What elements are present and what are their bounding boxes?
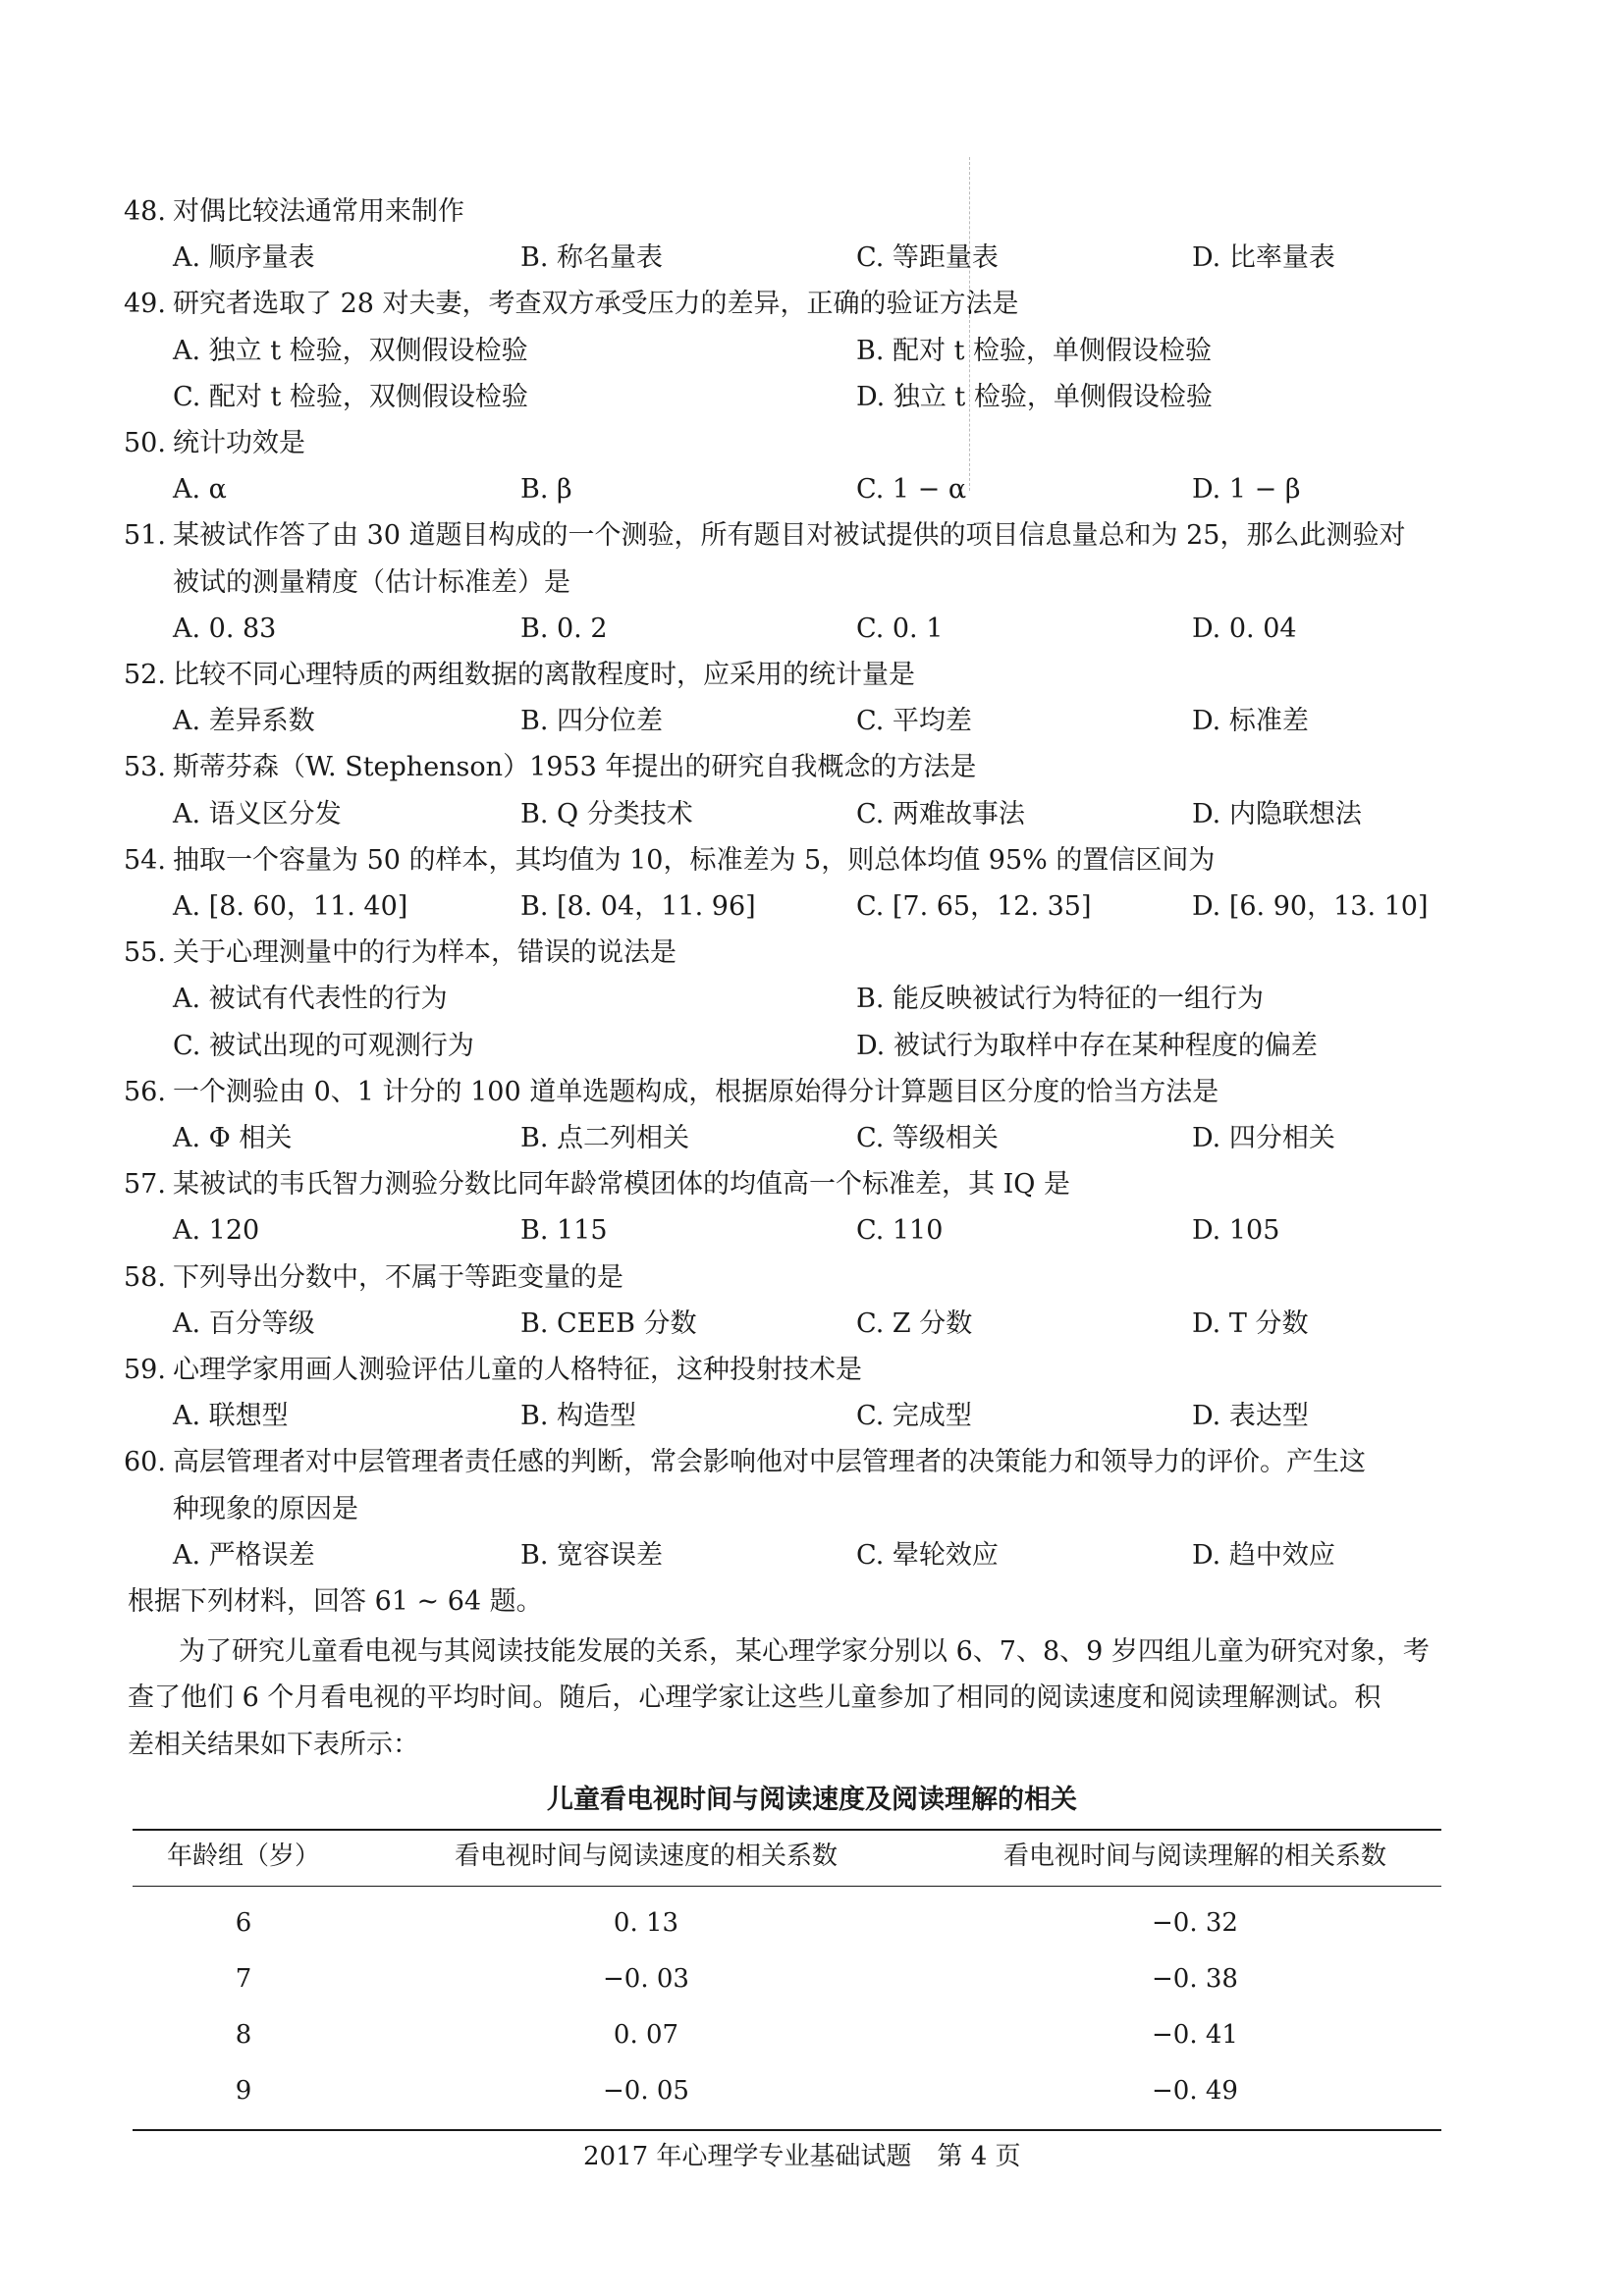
question-stem: 某被试作答了由 30 道题目构成的一个测验，所有题目对被试提供的项目信息量总和为 25，那么此测验对: [173, 520, 1406, 552]
table-bottom-rule: [133, 2129, 1441, 2131]
question-number: 60.: [124, 1447, 166, 1478]
answer-option: C. 配对 t 检验，双侧假设检验: [173, 381, 528, 412]
question-number: 51.: [124, 520, 166, 552]
table-cell: 0. 07: [613, 2019, 679, 2050]
table-cell: 7: [235, 1963, 252, 1994]
table-top-rule: [133, 1829, 1441, 1831]
table-header-cell: 看电视时间与阅读理解的相关系数: [1002, 1841, 1386, 1871]
answer-option: A. 0. 83: [173, 613, 277, 644]
answer-option: D. 0. 04: [1192, 613, 1297, 644]
question-number: 54.: [124, 844, 166, 876]
material-paragraph-line: 查了他们 6 个月看电视的平均时间。随后，心理学家让这些儿童参加了相同的阅读速度和阅读理解测试。积: [128, 1682, 1381, 1714]
question-stem: 关于心理测量中的行为样本，错误的说法是: [173, 937, 677, 969]
question-number: 53.: [124, 752, 166, 783]
question-number: 52.: [124, 660, 166, 690]
answer-option: D. 独立 t 检验，单侧假设检验: [856, 381, 1213, 412]
question-stem: 一个测验由 0、1 计分的 100 道单选题构成，根据原始得分计算题目区分度的恰当方法是: [173, 1076, 1219, 1107]
answer-option: A. 百分等级: [173, 1308, 315, 1339]
answer-option: C. 被试出现的可观测行为: [173, 1030, 474, 1061]
answer-option: D. 标准差: [1192, 706, 1309, 737]
table-cell: −0. 03: [603, 1963, 689, 1994]
question-number: 59.: [124, 1355, 166, 1385]
answer-option: D. [6. 90，13. 10]: [1192, 891, 1429, 922]
answer-option: A. 语义区分发: [173, 798, 342, 829]
answer-option: D. 1 − β: [1192, 474, 1301, 506]
answer-option: B. 点二列相关: [520, 1123, 690, 1153]
answer-option: B. Q 分类技术: [520, 798, 693, 829]
answer-option: D. 四分相关: [1192, 1123, 1335, 1153]
table-cell: 9: [235, 2075, 252, 2106]
question-stem: 比较不同心理特质的两组数据的离散程度时，应采用的统计量是: [173, 660, 915, 690]
answer-option: A. Φ 相关: [173, 1123, 293, 1153]
table-caption: 儿童看电视时间与阅读速度及阅读理解的相关: [547, 1784, 1077, 1815]
answer-option: B. 能反映被试行为特征的一组行为: [856, 984, 1265, 1015]
table-cell: −0. 49: [1152, 2075, 1238, 2106]
answer-option: B. CEEB 分数: [520, 1308, 697, 1339]
question-number: 55.: [124, 937, 166, 969]
answer-option: A. 120: [173, 1215, 260, 1247]
table-cell: 6: [235, 1907, 252, 1938]
answer-option: A. 差异系数: [173, 706, 315, 737]
answer-option: B. 0. 2: [520, 613, 608, 644]
answer-option: C. 等距量表: [856, 242, 999, 274]
answer-option: A. 独立 t 检验，双侧假设检验: [173, 335, 528, 366]
answer-option: C. 两难故事法: [856, 798, 1025, 829]
answer-option: A. 严格误差: [173, 1539, 315, 1571]
answer-option: D. 表达型: [1192, 1401, 1309, 1432]
answer-option: C. [7. 65，12. 35]: [856, 891, 1092, 922]
table-cell: −0. 05: [603, 2075, 689, 2106]
answer-option: C. Z 分数: [856, 1308, 973, 1339]
answer-option: B. β: [520, 474, 572, 506]
question-stem: 抽取一个容量为 50 的样本，其均值为 10，标准差为 5，则总体均值 95% 的置信区间为: [173, 844, 1216, 876]
question-number: 50.: [124, 428, 166, 458]
answer-option: D. 趋中效应: [1192, 1539, 1335, 1571]
answer-option: B. 配对 t 检验，单侧假设检验: [856, 335, 1213, 366]
table-header-cell: 看电视时间与阅读速度的相关系数: [454, 1841, 838, 1871]
answer-option: B. 四分位差: [520, 706, 664, 737]
answer-option: A. 联想型: [173, 1401, 289, 1432]
question-stem: 统计功效是: [173, 428, 305, 458]
question-stem: 斯蒂芬森（W. Stephenson）1953 年提出的研究自我概念的方法是: [173, 752, 977, 783]
question-stem: 高层管理者对中层管理者责任感的判断，常会影响他对中层管理者的决策能力和领导力的评价。产生这: [173, 1447, 1366, 1478]
question-stem: 下列导出分数中，不属于等距变量的是: [173, 1261, 623, 1293]
question-stem: 种现象的原因是: [173, 1493, 358, 1524]
table-cell: 0. 13: [613, 1907, 679, 1938]
answer-option: D. T 分数: [1192, 1308, 1309, 1339]
answer-option: C. 110: [856, 1215, 944, 1247]
table-cell: 8: [235, 2019, 252, 2050]
answer-option: D. 105: [1192, 1215, 1280, 1247]
question-number: 58.: [124, 1261, 166, 1293]
answer-option: B. 构造型: [520, 1401, 637, 1432]
question-stem: 研究者选取了 28 对夫妻，考查双方承受压力的差异，正确的验证方法是: [173, 289, 1019, 320]
answer-option: C. 完成型: [856, 1401, 972, 1432]
table-cell: −0. 32: [1152, 1907, 1238, 1938]
question-number: 57.: [124, 1169, 166, 1201]
question-stem: 某被试的韦氏智力测验分数比同年龄常模团体的均值高一个标准差，其 IQ 是: [173, 1169, 1070, 1201]
table-header-rule: [133, 1886, 1441, 1887]
answer-option: C. 晕轮效应: [856, 1539, 999, 1571]
material-paragraph-line: 为了研究儿童看电视与其阅读技能发展的关系，某心理学家分别以 6、7、8、9 岁四组儿童为研究对象，考: [179, 1636, 1430, 1668]
answer-option: A. [8. 60，11. 40]: [173, 891, 408, 922]
table-header-cell: 年龄组（岁）: [166, 1841, 320, 1871]
answer-option: A. 被试有代表性的行为: [173, 984, 448, 1015]
answer-option: D. 比率量表: [1192, 242, 1335, 274]
answer-option: C. 0. 1: [856, 613, 944, 644]
question-number: 48.: [124, 196, 166, 227]
question-stem: 被试的测量精度（估计标准差）是: [173, 566, 570, 598]
page-footer: 2017 年心理学专业基础试题 第 4 页: [583, 2142, 1021, 2171]
answer-option: B. 宽容误差: [520, 1539, 664, 1571]
material-paragraph-line: 差相关结果如下表所示：: [128, 1729, 419, 1760]
answer-option: D. 内隐联想法: [1192, 798, 1362, 829]
answer-option: B. [8. 04，11. 96]: [520, 891, 756, 922]
table-cell: −0. 41: [1152, 2019, 1238, 2050]
question-stem: 心理学家用画人测验评估儿童的人格特征，这种投射技术是: [173, 1355, 862, 1385]
answer-option: D. 被试行为取样中存在某种程度的偏差: [856, 1030, 1318, 1061]
answer-option: A. α: [173, 474, 227, 506]
material-intro: 根据下列材料，回答 61 ~ 64 题。: [128, 1586, 543, 1617]
answer-option: C. 等级相关: [856, 1123, 999, 1153]
answer-option: B. 称名量表: [520, 242, 664, 274]
answer-option: A. 顺序量表: [173, 242, 315, 274]
table-cell: −0. 38: [1152, 1963, 1238, 1994]
answer-option: B. 115: [520, 1215, 608, 1247]
question-number: 49.: [124, 289, 166, 320]
answer-option: C. 平均差: [856, 706, 972, 737]
question-number: 56.: [124, 1076, 166, 1107]
question-stem: 对偶比较法通常用来制作: [173, 196, 464, 227]
answer-option: C. 1 − α: [856, 474, 967, 506]
